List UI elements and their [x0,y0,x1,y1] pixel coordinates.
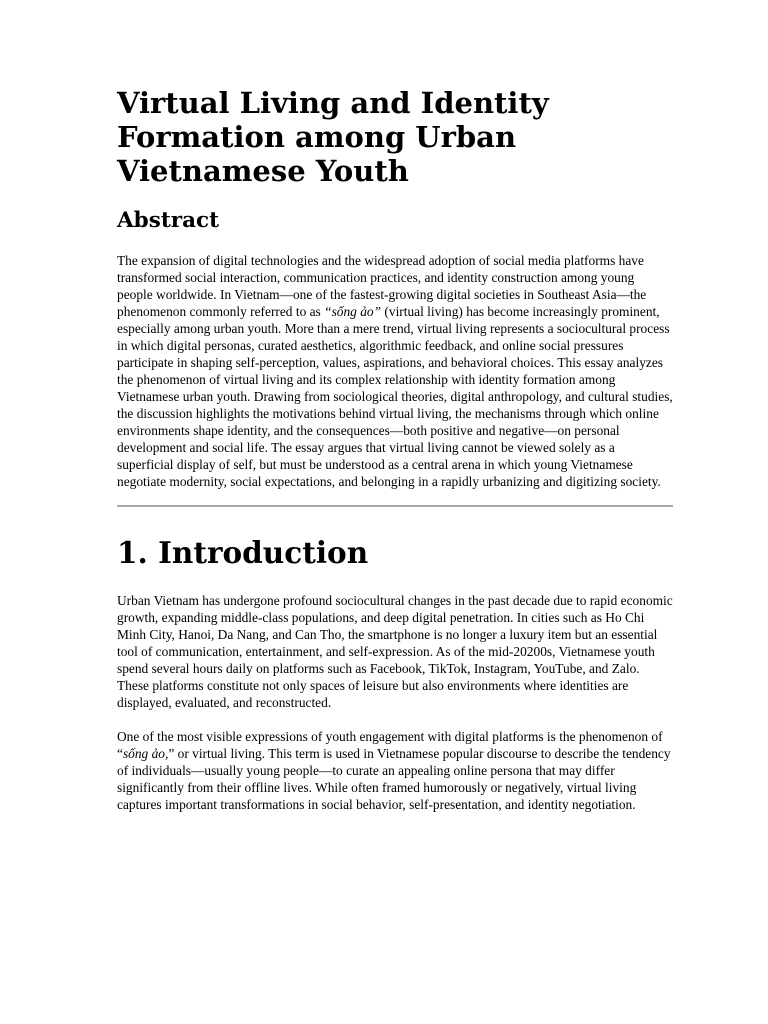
document-page [117,86,673,813]
abstract-text-after: (virtual living) has become increasingly prominent, especially among urban youth. More than a mere trend, virtual living represents a sociocultural process in which digital personas, curated aesthetics, algorithmic feedback, and online social pressures participate in shaping self-perception, values, aspirations, and behavioral choices. This essay analyzes the phenomenon of virtual living and its complex relationship with identity formation among Vietnamese urban youth. Drawing from sociological theories, digital anthropology, and cultural studies, the discussion highlights the motivations behind virtual living, the mechanisms through which online environments shape identity, and the consequences—both positive and negative—on personal development and social life. The essay argues that virtual living cannot be viewed solely as a superficial display of self, but must be understood as a central arena in which young Vietnamese negotiate modernity, social expectations, and belonging in a rapidly urbanizing and digitizing society. [117,304,673,489]
abstract-text-before: The expansion of digital technologies and the widespread adoption of social media platforms have transformed social interaction, communication practices, and identity construction among young people worldwide. In Vietnam—one of the fastest-growing digital societies in Southeast Asia—the phenomenon commonly referred to as [117,253,647,319]
abstract-term: “sống ảo” [324,304,382,319]
section-divider [117,505,673,507]
introduction-paragraph-2 [117,728,673,813]
introduction-paragraph-1: Urban Vietnam has undergone profound sociocultural changes in the past decade due to rapid economic growth, expanding middle-class populations, and deep digital penetration. In cities such as Ho Chi Minh City, Hanoi, Da Nang, and Can Tho, the smartphone is no longer a luxury item but an essential tool of communication, entertainment, and self-expression. As of the mid-20200s, Vietnamese youth spend several hours daily on platforms such as Facebook, TikTok, Instagram, YouTube, and Zalo. These platforms constitute not only spaces of leisure but also environments where identities are displayed, evaluated, and reconstructed. [117,593,673,710]
abstract-heading: Abstract [117,208,220,233]
paper-title: Virtual Living and Identity Formation among Urban Vietnamese Youth [117,86,549,188]
abstract-paragraph [117,252,673,490]
intro-p2-text-after: ” or virtual living. This term is used in Vietnamese popular discourse to describe the tendency of individuals—usually young people—to curate an appealing online persona that may differ significantly from their offline lives. While often framed humorously or negatively, virtual living captures important transformations in social behavior, self-presentation, and identity negotiation. [117,746,671,812]
intro-p2-term: sống ảo, [122,746,169,761]
introduction-heading: 1. Introduction [117,535,369,570]
intro-p2-text-before: One of the most visible expressions of youth engagement with digital platforms is the phenomenon of “ [117,729,663,761]
